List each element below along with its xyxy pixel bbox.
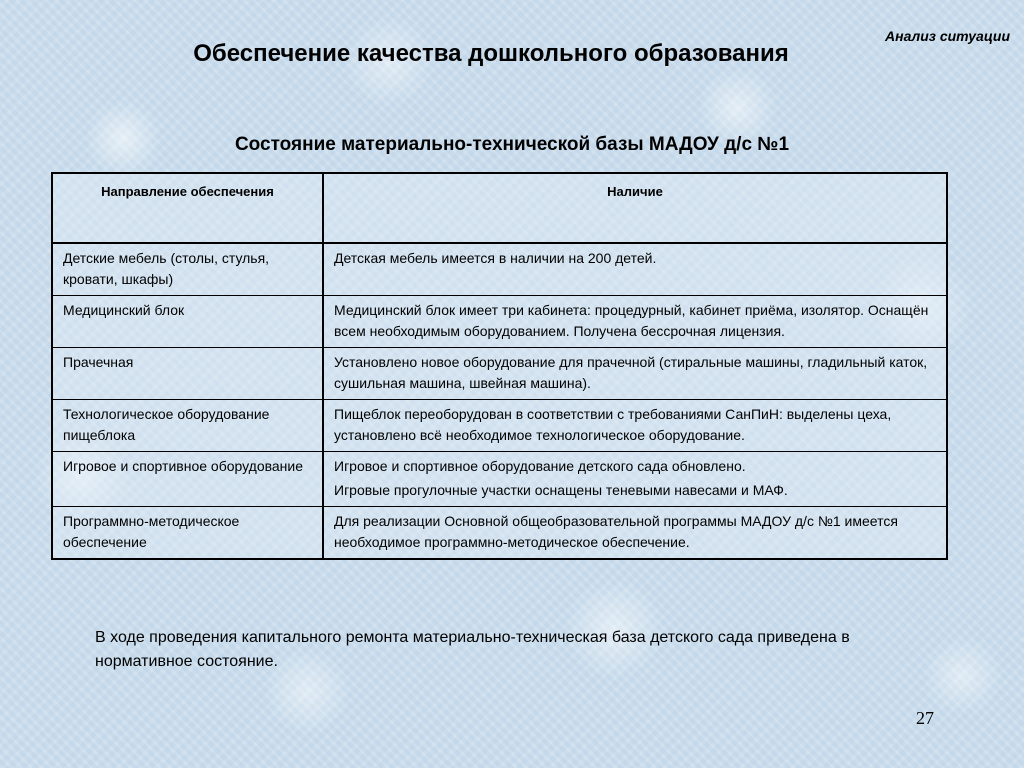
table-row (52, 296, 947, 348)
column-header-availability: Наличие (323, 173, 947, 243)
availability-text: Игровые прогулочные участки оснащены теневыми навесами и МАФ. (334, 482, 788, 498)
table-header-row (52, 173, 947, 243)
availability-text: Пищеблок переоборудован в соответствии с требованиями СанПиН: выделены цеха, установлено всё необходимое технологическое оборудование. (334, 406, 892, 443)
row-availability-cell (323, 243, 947, 296)
section-label: Анализ ситуации (885, 28, 1010, 44)
row-availability-cell (323, 507, 947, 560)
row-direction-cell: Технологическое оборудование пищеблока (52, 400, 323, 452)
facilities-table (51, 172, 948, 560)
conclusion-text: В ходе проведения капитального ремонта материально-техническая база детского сада приведена в нормативное состояние. (95, 629, 850, 670)
row-availability-cell (323, 452, 947, 507)
availability-text: Медицинский блок имеет три кабинета: процедурный, кабинет приёма, изолятор. Оснащён всем необходимым оборудованием. Получена бессрочная лицензия. (334, 302, 929, 339)
row-availability-cell (323, 400, 947, 452)
slide-title: Обеспечение качества дошкольного образования (193, 40, 789, 67)
table-row (52, 348, 947, 400)
row-direction-cell: Игровое и спортивное оборудование (52, 452, 323, 507)
availability-text: Для реализации Основной общеобразовательной программы МАДОУ д/с №1 имеется необходимое программно-методическое обеспечение. (334, 513, 898, 550)
table-row (52, 507, 947, 560)
table-row (52, 452, 947, 507)
row-direction-cell: Программно-методическое обеспечение (52, 507, 323, 560)
availability-text: Установлено новое оборудование для прачечной (стиральные машины, гладильный каток, сушильная машина, швейная машина). (334, 354, 928, 391)
facilities-table-container (51, 172, 948, 560)
row-availability-cell (323, 348, 947, 400)
availability-text: Детская мебель имеется в наличии на 200 детей. (334, 250, 657, 266)
table-row (52, 243, 947, 296)
availability-text: Игровое и спортивное оборудование детского сада обновлено. (334, 458, 746, 474)
row-direction-cell: Прачечная (52, 348, 323, 400)
row-direction-cell: Медицинский блок (52, 296, 323, 348)
column-header-direction: Направление обеспечения (52, 173, 323, 243)
row-availability-cell (323, 296, 947, 348)
table-subtitle: Состояние материально-технической базы МАДОУ д/с №1 (234, 134, 790, 155)
page-number: 27 (916, 708, 934, 728)
row-direction-cell: Детские мебель (столы, стулья, кровати, шкафы) (52, 243, 323, 296)
table-row (52, 400, 947, 452)
